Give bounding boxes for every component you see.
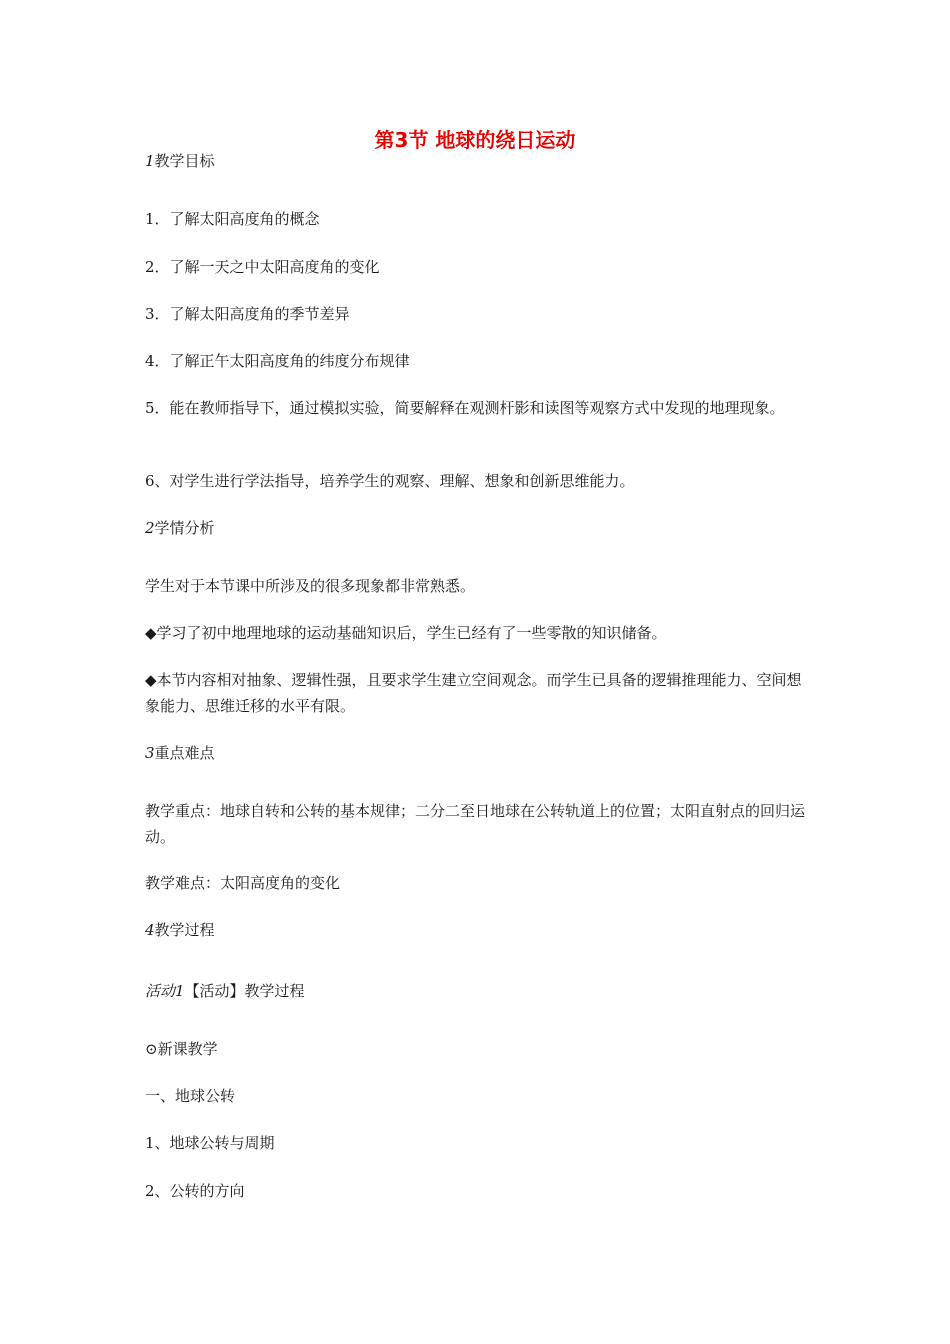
key-point-paragraph: 教学重点：地球自转和公转的基本规律；二分二至日地球在公转轨道上的位置；太阳直射点的回归运动。 [145,802,806,846]
goal-item-6: 6、对学生进行学法指导，培养学生的观察、理解、想象和创新思维能力。 [145,472,635,490]
section-label: 重点难点 [154,744,215,762]
section-heading-goals [145,148,810,174]
section-label: 教学过程 [154,921,215,939]
process-item-earth-revolution: 一、地球公转 [145,1087,236,1105]
goal-item-4: 4．了解正午太阳高度角的纬度分布规律 [145,352,410,370]
section-number: 3 [145,744,155,762]
section-label: 教学目标 [154,152,215,170]
section-number: 4 [145,921,155,939]
analysis-paragraph-1: 学生对于本节课中所涉及的很多现象都非常熟悉。 [145,577,476,595]
analysis-paragraph-3: ◆本节内容相对抽象、逻辑性强，且要求学生建立空间观念。而学生已具备的逻辑推理能力、空间想象能力、思维迁移的水平有限。 [145,671,802,715]
goal-item-1: 1．了解太阳高度角的概念 [145,210,320,228]
goal-item-3: 3．了解太阳高度角的季节差异 [145,305,350,323]
goal-item-2: 2．了解一天之中太阳高度角的变化 [145,258,380,276]
process-item-direction: 2、公转的方向 [145,1182,245,1200]
section-heading-key-points [145,740,810,766]
document-title: 第3节 地球的绕日运动 [374,128,576,152]
section-label: 学情分析 [154,519,215,537]
section-number: 2 [145,519,155,537]
analysis-paragraph-2: ◆学习了初中地理地球的运动基础知识后，学生已经有了一些零散的知识储备。 [145,624,667,642]
section-heading-process [145,917,810,943]
process-item-new-lesson: ⊙新课教学 [145,1040,218,1058]
activity-heading [145,978,810,1004]
process-item-period: 1、地球公转与周期 [145,1134,275,1152]
section-heading-analysis [145,515,810,541]
difficulty-paragraph: 教学难点：太阳高度角的变化 [145,874,341,892]
activity-label: 【活动】教学过程 [184,982,305,1000]
section-number: 1 [145,152,155,170]
goal-item-5: 5．能在教师指导下，通过模拟实验，简要解释在观测杆影和读图等观察方式中发现的地理现象。 [145,399,785,417]
activity-number: 活动1 [145,982,185,1000]
